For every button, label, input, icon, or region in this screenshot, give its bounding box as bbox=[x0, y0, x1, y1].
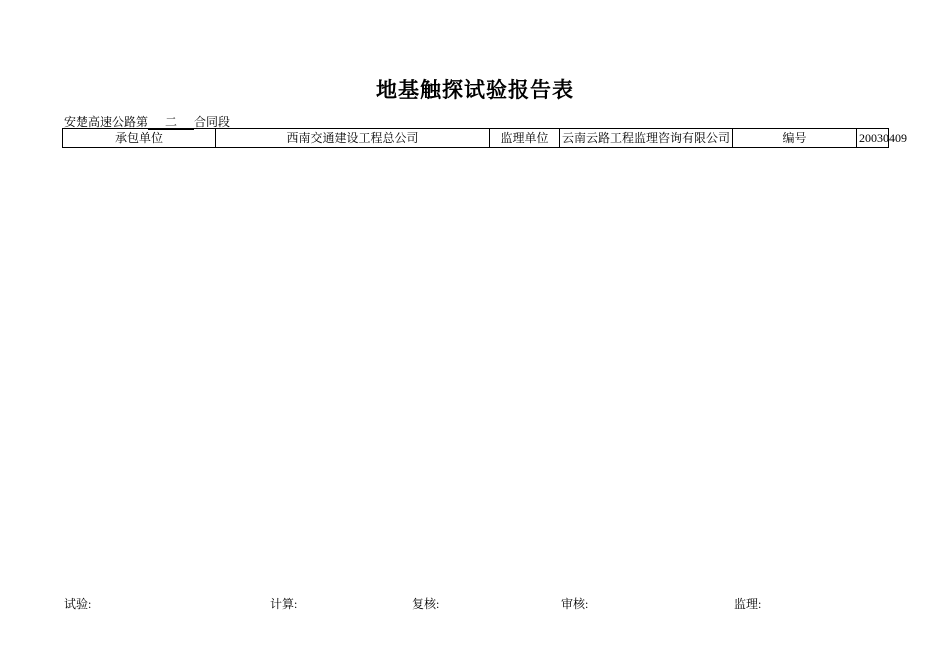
footer-calc: 计算: bbox=[270, 597, 298, 611]
footer-review: 复核: bbox=[412, 597, 440, 611]
report-table bbox=[62, 128, 908, 148]
section-prefix: 安楚高速公路第 bbox=[64, 115, 149, 129]
supervisor-value: 云南云路工程监理咨询有限公司 bbox=[560, 129, 733, 148]
section-suffix: 合同段 bbox=[194, 115, 231, 129]
contractor-label: 承包单位 bbox=[63, 129, 216, 148]
section-number: 二 bbox=[148, 116, 194, 130]
contractor-value: 西南交通建设工程总公司 bbox=[216, 129, 490, 148]
report-title: 地基触探试验报告表 bbox=[376, 78, 574, 102]
footer-audit: 审核: bbox=[561, 597, 589, 611]
header-row-1 bbox=[63, 129, 889, 148]
footer-test: 试验: bbox=[64, 597, 92, 611]
supervisor-label: 监理单位 bbox=[490, 129, 560, 148]
number-label: 编号 bbox=[733, 129, 857, 148]
footer-supervise: 监理: bbox=[734, 597, 762, 611]
number-value: 20030409 bbox=[857, 129, 889, 148]
